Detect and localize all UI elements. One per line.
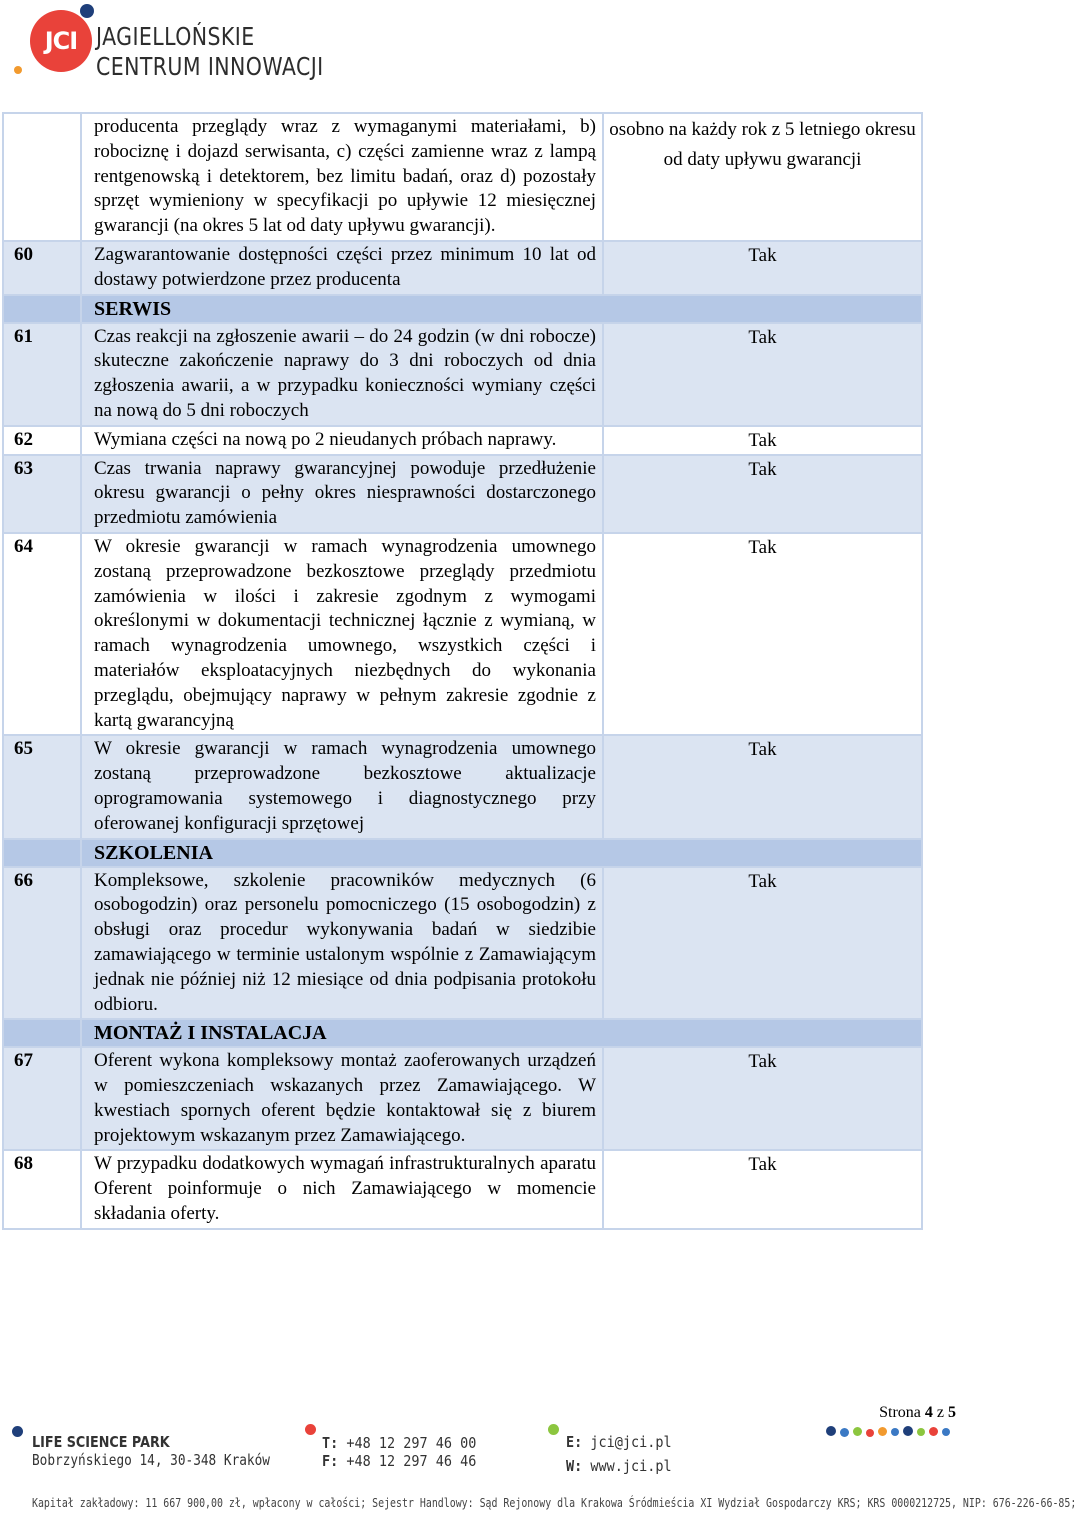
- row-number: 66: [3, 867, 81, 1020]
- section-title-montaz: MONTAŻ I INSTALACJA: [81, 1019, 922, 1047]
- row-answer: Tak: [603, 323, 922, 426]
- row-answer: Tak: [603, 735, 922, 838]
- row-number: 64: [3, 533, 81, 735]
- footer-email-line: [566, 1430, 672, 1454]
- row-answer: Tak: [603, 241, 922, 295]
- row-answer: osobno na każdy rok z 5 letniego okresu od daty upływu gwarancji: [603, 113, 922, 241]
- table-row: [3, 1047, 922, 1150]
- row-answer: Tak: [603, 1047, 922, 1150]
- footer-phone-line: [322, 1434, 476, 1452]
- footer-dot-red: [305, 1424, 316, 1435]
- row-description: W okresie gwarancji w ramach wynagrodzenia umownego zostaną przeprowadzone bezkosztowe aktualizacje oprogramowania systemowego i diagnostycznego przy oferowanej konfiguracji sprzętowej: [81, 735, 603, 838]
- table-row: [3, 426, 922, 455]
- section-spacer: [3, 1019, 81, 1047]
- row-number: 65: [3, 735, 81, 838]
- row-number: 67: [3, 1047, 81, 1150]
- row-number: 60: [3, 241, 81, 295]
- footer-dot-pattern: [840, 1428, 849, 1437]
- logo-dot-orange: [14, 66, 22, 74]
- row-description: Kompleksowe, szkolenie pracowników medycznych (6 osobogodzin) oraz personelu pomocniczego (15 osobogodzin) z obsługi oraz procedur wykonywania badań w siedzibie zamawiającego w terminie ustalonym wspólnie z Zamawiającym jednak nie później niż 12 miesiące od dnia podpisania protokołu odbioru.: [81, 867, 603, 1020]
- footer-dot-navy: [12, 1426, 23, 1437]
- row-answer: Tak: [603, 1150, 922, 1228]
- table-row: [3, 323, 922, 426]
- footer-dot-pattern: [917, 1428, 925, 1436]
- footer-email-label: E:: [566, 1433, 583, 1451]
- page-number: [879, 1404, 956, 1422]
- requirements-table: [2, 112, 923, 1230]
- row-description: Zagwarantowanie dostępności części przez minimum 10 lat od dostawy potwierdzone przez producenta: [81, 241, 603, 295]
- footer-dot-pattern: [903, 1426, 913, 1436]
- row-description: W przypadku dodatkowych wymagań infrastrukturalnych aparatu Oferent poinformuje o nich Zamawiającego w momencie składania oferty.: [81, 1150, 603, 1228]
- section-header-row: [3, 1019, 922, 1047]
- footer-tel-label: T:: [322, 1434, 339, 1452]
- footer-park-name: LIFE SCIENCE PARK: [32, 1433, 170, 1451]
- section-title-serwis: SERWIS: [81, 295, 922, 323]
- table-row: [3, 113, 922, 241]
- logo-wordmark: [96, 22, 324, 82]
- section-spacer: [3, 295, 81, 323]
- footer-dot-green: [548, 1424, 559, 1435]
- footer-dot-pattern: [866, 1429, 874, 1437]
- logo-line-2: CENTRUM INNOWACJI: [96, 52, 324, 81]
- footer-dot-pattern: [942, 1428, 950, 1436]
- footer-address-block: [32, 1433, 270, 1469]
- row-description: Czas reakcji na zgłoszenie awarii – do 24 godzin (w dni robocze) skuteczne zakończenie naprawy do 3 dni roboczych od dnia zgłoszenia awarii, a w przypadku konieczności wymiany części na nową do 5 dni roboczych: [81, 323, 603, 426]
- logo-line-1: JAGIELLOŃSKIE: [96, 22, 255, 51]
- footer-fax-line: [322, 1452, 476, 1470]
- footer-www-link[interactable]: www.jci.pl: [590, 1457, 672, 1475]
- footer-address: Bobrzyńskiego 14, 30-348 Kraków: [32, 1451, 270, 1469]
- section-spacer: [3, 839, 81, 867]
- row-number: 62: [3, 426, 81, 455]
- footer-www-label: W:: [566, 1457, 583, 1475]
- row-number: 63: [3, 455, 81, 533]
- logo-mark: JCI: [30, 10, 92, 72]
- table-row: [3, 867, 922, 1020]
- jci-logo: [12, 4, 332, 88]
- row-answer: Tak: [603, 455, 922, 533]
- row-number: 61: [3, 323, 81, 426]
- row-answer: Tak: [603, 533, 922, 735]
- page-number-prefix: Strona: [879, 1404, 921, 1421]
- footer-dot-pattern: [929, 1427, 938, 1436]
- footer-fax: +48 12 297 46 46: [346, 1452, 477, 1470]
- footer-dot-pattern: [826, 1426, 836, 1436]
- table-row: [3, 455, 922, 533]
- row-answer: Tak: [603, 867, 922, 1020]
- section-header-row: [3, 295, 922, 323]
- table-row: [3, 533, 922, 735]
- row-answer: Tak: [603, 426, 922, 455]
- row-description: Wymiana części na nową po 2 nieudanych próbach naprawy.: [81, 426, 603, 455]
- section-title-szkolenia: SZKOLENIA: [81, 839, 922, 867]
- footer-fax-label: F:: [322, 1452, 339, 1470]
- logo-dot-blue: [80, 4, 94, 18]
- row-description: producenta przeglądy wraz z wymaganymi materiałami, b) robociznę i dojazd serwisanta, c) części zamienne wraz z lampą rentgenowską i detektorem, bez limitu badań, oraz d) pozostały sprzęt wymieniony w specyfikacji po upływie 12 miesięcznej gwarancji (na okres 5 lat od daty upływu gwarancji).: [81, 113, 603, 241]
- footer-legal-notice: Kapitał zakładowy: 11 667 900,00 zł, wpłacony w całości; Sejestr Handlowy: Sąd Rejonowy dla Krakowa Śródmieścia XI Wydział Gospodarczy KRS; KRS 0000212725, NIP: 676-226-66-85;: [32, 1496, 1076, 1510]
- row-description: Czas trwania naprawy gwarancyjnej powoduje przedłużenie okresu gwarancji o pełny okres niesprawności dostarczonego przedmiotu zamówienia: [81, 455, 603, 533]
- footer-contact-block: [566, 1430, 672, 1478]
- footer-dot-pattern: [878, 1427, 887, 1436]
- table-row: [3, 1150, 922, 1228]
- table-row: [3, 241, 922, 295]
- row-description: Oferent wykona kompleksowy montaż zaoferowanych urządzeń w pomieszczeniach wskazanych przez Zamawiającego. W kwestiach spornych oferent będzie kontaktował się z biurem projektowym wskazanym przez Zamawiającego.: [81, 1047, 603, 1150]
- page-number-sep: z: [936, 1404, 944, 1421]
- footer-email-link[interactable]: jci@jci.pl: [590, 1433, 672, 1451]
- footer-dot-pattern: [891, 1428, 899, 1436]
- page-number-total: 5: [948, 1404, 956, 1421]
- footer-phone-block: [322, 1434, 476, 1470]
- section-header-row: [3, 839, 922, 867]
- row-description: W okresie gwarancji w ramach wynagrodzenia umownego zostaną przeprowadzone bezkosztowe przeglądy przedmiotu zamówienia w ilości i zakresie zgodnym z wymogami określonymi w dokumentacji technicznej łącznie z wymianą, w ramach wynagrodzenia umownego, wszystkich części i materiałów eksploatacyjnych niezbędnych do wykonania przeglądu, obejmujący naprawy w pełnym zakresie zgodnie z kartą gwarancyjną: [81, 533, 603, 735]
- table-row: [3, 735, 922, 838]
- footer-www-line: [566, 1454, 672, 1478]
- row-number: 68: [3, 1150, 81, 1228]
- row-number: [3, 113, 81, 241]
- page-number-current: 4: [924, 1404, 933, 1421]
- footer-dot-pattern: [853, 1427, 862, 1436]
- footer-tel: +48 12 297 46 00: [346, 1434, 477, 1452]
